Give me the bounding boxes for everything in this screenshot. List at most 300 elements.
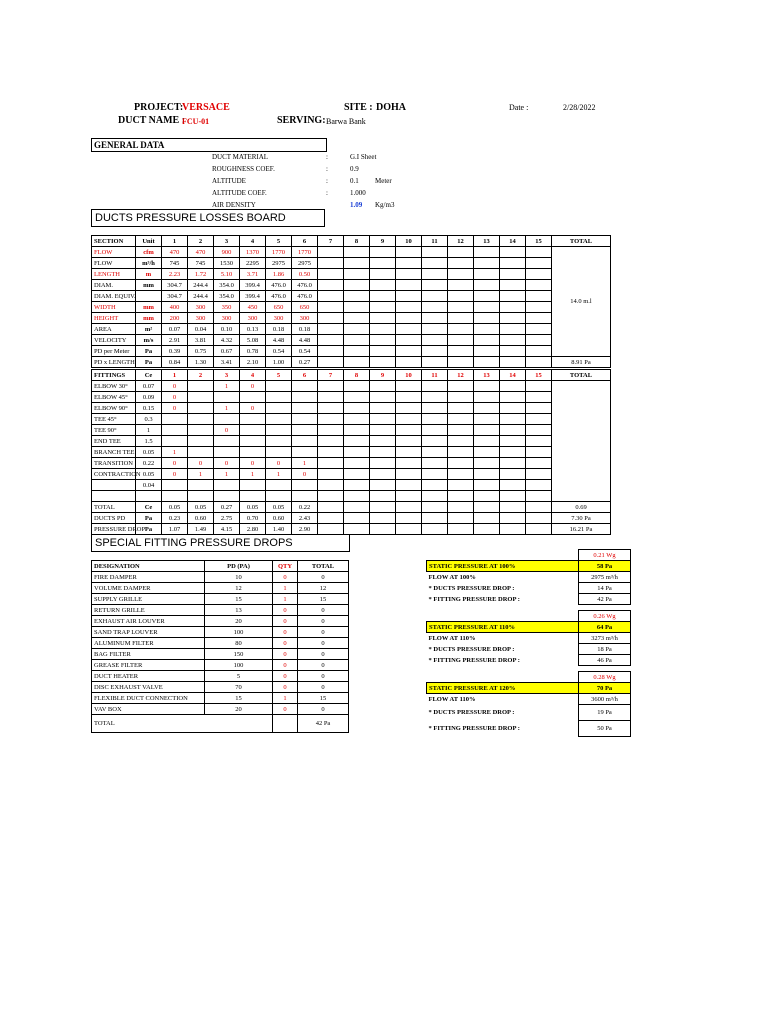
fitting-total-cell: 2.80 [240,524,266,535]
fitting-cell [188,425,214,436]
fitting-cell [500,458,526,469]
board-cell: 300 [266,313,292,324]
fittings-header-cell: 1 [162,370,188,381]
special-pd: 100 [205,627,273,638]
fitting-cell [188,447,214,458]
board-cell [370,258,396,269]
board-header-cell: 15 [526,236,552,247]
fittings-header-cell: 6 [292,370,318,381]
special-designation: GREASE FILTER [92,660,205,671]
fitting-cell [188,414,214,425]
fitting-cell [266,414,292,425]
fitting-cell [422,458,448,469]
fitting-cell [292,381,318,392]
board-header-cell: 14 [500,236,526,247]
board-cell: 2.23 [162,269,188,280]
fitting-cell [292,392,318,403]
fitting-total-cell [500,502,526,513]
fitting-cell [526,403,552,414]
special-qty: 0 [273,660,298,671]
wg-value: 0.26 Wg [579,611,631,622]
special-designation: VOLUME DAMPER [92,583,205,594]
static-pressure-value: 70 Pa [579,683,631,694]
board-cell: 1.72 [188,269,214,280]
fitting-cell [422,403,448,414]
special-qty: 0 [273,671,298,682]
special-fittings-table [91,560,349,733]
fitting-cell: 1 [188,469,214,480]
board-row-label: AREA [92,324,136,335]
fitting-cell [448,425,474,436]
fitting-cell [422,381,448,392]
board-cell: 2975 [266,258,292,269]
spacer-cell [188,491,214,502]
fitting-total-cell [370,513,396,524]
fitting-cell [318,414,344,425]
fitting-cell [526,381,552,392]
fitting-cell: 1 [214,469,240,480]
board-title: DUCTS PRESSURE LOSSES BOARD [91,209,325,227]
board-cell [448,291,474,302]
fitting-pd-value: 50 Pa [579,721,631,737]
fitting-label [92,480,136,491]
fitting-cell [292,414,318,425]
fitting-cell: 0 [162,403,188,414]
board-cell [422,346,448,357]
fittings-header-cell: 13 [474,370,500,381]
general-value: 0.9 [350,165,359,173]
fitting-total-cell [318,524,344,535]
fitting-label: ELBOW 45° [92,392,136,403]
board-header-cell: 9 [370,236,396,247]
fitting-label: TEE 90° [92,425,136,436]
spacer-cell [240,491,266,502]
board-cell [422,313,448,324]
flow-value: 3273 m³/h [579,633,631,644]
fittings-header-cell: 10 [396,370,422,381]
special-total: 0 [298,671,349,682]
special-total: 0 [298,605,349,616]
board-cell [448,324,474,335]
fitting-total-cell [370,502,396,513]
fitting-cell: 0 [240,403,266,414]
board-cell: 745 [162,258,188,269]
static-pressure-table [426,549,631,605]
fitting-cell [318,403,344,414]
spacer-cell [474,491,500,502]
spacer-cell [526,491,552,502]
fitting-cell [448,480,474,491]
board-cell [370,346,396,357]
special-pd: 70 [205,682,273,693]
special-total: 0 [298,649,349,660]
general-colon: : [326,177,328,185]
board-cell [396,280,422,291]
fitting-cell [526,414,552,425]
board-cell [396,258,422,269]
fittings-header-cell: 15 [526,370,552,381]
special-pd: 10 [205,572,273,583]
board-cell [500,313,526,324]
special-qty: 1 [273,594,298,605]
fitting-cell [448,458,474,469]
fitting-cell [188,480,214,491]
board-cell: 2.91 [162,335,188,346]
board-cell: 470 [162,247,188,258]
general-colon: : [326,189,328,197]
special-header-cell: DESIGNATION [92,561,205,572]
fitting-cell [396,469,422,480]
static-pressure-label: STATIC PRESSURE AT 120% [427,683,579,694]
board-cell: 300 [240,313,266,324]
fitting-total-cell [396,513,422,524]
spacer-cell [422,491,448,502]
board-cell: 4.32 [214,335,240,346]
board-cell [474,269,500,280]
board-cell [526,357,552,368]
fittings-header-cell: 12 [448,370,474,381]
board-cell [526,280,552,291]
board-cell: 244.4 [188,291,214,302]
fitting-total-cell: 0.05 [162,502,188,513]
fitting-total-cell: 0.05 [240,502,266,513]
fitting-cell [344,480,370,491]
fitting-cell [162,436,188,447]
fitting-total-cell: 0.27 [214,502,240,513]
special-pd: 13 [205,605,273,616]
duct-name-label: DUCT NAME : [118,115,186,126]
fitting-cell [292,436,318,447]
board-row-unit: mm [136,280,162,291]
board-cell: 300 [188,302,214,313]
board-cell [422,335,448,346]
board-cell: 0.10 [214,324,240,335]
board-header-cell: 3 [214,236,240,247]
fitting-cell [474,403,500,414]
fitting-ce: 0.04 [136,480,162,491]
board-cell: 3.41 [214,357,240,368]
fitting-cell [318,480,344,491]
fitting-cell: 1 [162,447,188,458]
fitting-cell [500,403,526,414]
board-cell [474,313,500,324]
fitting-cell [474,414,500,425]
board-cell: 0.54 [266,346,292,357]
board-cell: 476.0 [266,291,292,302]
special-total: 0 [298,638,349,649]
board-cell: 399.4 [240,280,266,291]
general-label: ROUGHNESS COEF. [212,165,275,173]
board-cell [474,346,500,357]
special-total: 0 [298,616,349,627]
fittings-header-cell: 14 [500,370,526,381]
special-qty: 0 [273,704,298,715]
fitting-cell [500,436,526,447]
fitting-total-cell: 1.07 [162,524,188,535]
special-qty: 0 [273,572,298,583]
board-cell [526,269,552,280]
board-cell [344,291,370,302]
board-row-unit: Pa [136,357,162,368]
fitting-cell [396,392,422,403]
static-pressure-label: STATIC PRESSURE AT 110% [427,622,579,633]
board-cell [370,302,396,313]
fitting-total-cell [448,502,474,513]
special-total: 15 [298,594,349,605]
board-row-label: VELOCITY [92,335,136,346]
fittings-header-cell: 4 [240,370,266,381]
board-cell [422,357,448,368]
board-cell [318,302,344,313]
general-unit: Meter [375,177,392,185]
special-qty: 1 [273,583,298,594]
fitting-cell [500,480,526,491]
board-header-cell: 10 [396,236,422,247]
spacer-cell [136,491,162,502]
board-cell [500,335,526,346]
special-designation: ALUMINUM FILTER [92,638,205,649]
fitting-cell [422,469,448,480]
fitting-cell [266,425,292,436]
fitting-cell [448,381,474,392]
special-total: 0 [298,704,349,715]
board-cell [344,247,370,258]
fitting-cell [188,392,214,403]
special-qty: 0 [273,682,298,693]
fitting-label: TRANSITION [92,458,136,469]
fitting-cell [526,458,552,469]
fitting-total-cell [474,502,500,513]
board-cell [474,335,500,346]
fitting-cell: 1 [214,403,240,414]
board-cell: 476.0 [292,291,318,302]
board-cell: 0.13 [240,324,266,335]
fitting-total-cell: 2.43 [292,513,318,524]
fitting-cell [344,392,370,403]
board-header-cell: 8 [344,236,370,247]
board-row-unit: Pa [136,346,162,357]
fitting-cell [344,436,370,447]
board-cell: 0.67 [214,346,240,357]
board-cell [448,357,474,368]
board-cell [396,324,422,335]
special-qty: 0 [273,649,298,660]
board-cell: 354.0 [214,280,240,291]
board-cell [318,247,344,258]
fitting-total-cell [474,524,500,535]
general-colon: : [326,165,328,173]
fitting-cell [214,447,240,458]
fitting-total-cell: 0.23 [162,513,188,524]
fitting-cell [318,469,344,480]
board-cell: 0.27 [292,357,318,368]
fittings-header-cell: Ce [136,370,162,381]
board-cell [422,258,448,269]
fitting-cell [500,447,526,458]
board-cell [474,302,500,313]
fitting-cell [214,480,240,491]
fitting-grand-total: 7.30 Pa [552,513,611,524]
blank-cell [427,611,579,622]
board-header-cell: 5 [266,236,292,247]
special-qty: 0 [273,627,298,638]
fitting-cell [292,480,318,491]
fitting-cell [370,381,396,392]
board-cell [370,324,396,335]
special-header-cell: TOTAL [298,561,349,572]
board-cell [474,357,500,368]
special-header-cell: QTY [273,561,298,572]
fitting-total-cell [500,513,526,524]
board-cell [448,280,474,291]
board-cell [474,291,500,302]
special-header-cell: PD (PA) [205,561,273,572]
fitting-cell [526,447,552,458]
board-row-label: FLOW [92,258,136,269]
fitting-cell [266,436,292,447]
fitting-total-unit: Ce [136,502,162,513]
fitting-total-cell: 1.49 [188,524,214,535]
board-cell: 304.7 [162,280,188,291]
wg-value: 0.28 Wg [579,672,631,683]
special-total: 12 [298,583,349,594]
board-cell [474,247,500,258]
fitting-cell [396,425,422,436]
fitting-ce: 0.22 [136,458,162,469]
board-cell: 0.75 [188,346,214,357]
board-cell: 2975 [292,258,318,269]
fitting-cell [292,447,318,458]
fitting-cell [318,436,344,447]
board-cell [318,346,344,357]
fitting-cell [500,469,526,480]
fitting-total-cell: 1.40 [266,524,292,535]
board-cell: 2295 [240,258,266,269]
fitting-cell [396,381,422,392]
general-value: 0.1 [350,177,359,185]
board-cell [370,313,396,324]
general-value: 1.09 [350,201,363,209]
fitting-grand-total: 0.69 [552,502,611,513]
fitting-cell [474,392,500,403]
fitting-cell: 1 [214,381,240,392]
fitting-cell [370,414,396,425]
fitting-cell: 0 [162,469,188,480]
spacer-cell [266,491,292,502]
ducts-pd-value: 14 Pa [579,583,631,594]
special-pd: 150 [205,649,273,660]
fitting-cell [266,381,292,392]
board-cell: 900 [214,247,240,258]
fittings-header-cell: TOTAL [552,370,611,381]
fitting-ce: 1.5 [136,436,162,447]
fitting-cell [396,458,422,469]
fitting-total-cell: 2.75 [214,513,240,524]
fitting-cell [526,392,552,403]
general-value: G.I Sheet [350,153,377,161]
fitting-cell [370,436,396,447]
fittings-table [91,369,611,535]
fitting-cell: 1 [266,469,292,480]
fitting-cell [344,425,370,436]
fitting-total-cell: 0.05 [266,502,292,513]
board-cell [318,291,344,302]
board-cell: 2.10 [240,357,266,368]
fitting-cell [448,414,474,425]
fitting-total-cell: 0.05 [188,502,214,513]
fitting-cell [448,436,474,447]
board-cell: 5.10 [214,269,240,280]
ducts-pd-value: 19 Pa [579,705,631,721]
date-value: 2/28/2022 [563,103,596,112]
board-cell: 0.18 [266,324,292,335]
fitting-cell [318,458,344,469]
special-qty: 0 [273,605,298,616]
special-qty: 1 [273,693,298,704]
fitting-cell [266,403,292,414]
board-cell: 745 [188,258,214,269]
board-cell [370,280,396,291]
spacer-cell [214,491,240,502]
fitting-total-cell [526,513,552,524]
fitting-label: ELBOW 90° [92,403,136,414]
spacer-cell [92,491,136,502]
board-row-unit: mm [136,313,162,324]
fitting-cell [422,480,448,491]
board-cell [422,302,448,313]
fitting-cell [526,469,552,480]
fitting-cell [396,436,422,447]
board-cell [422,269,448,280]
board-header-cell: 7 [318,236,344,247]
fitting-total-label: TOTAL [92,502,136,513]
pressure-losses-table [91,235,611,368]
fitting-cell [162,425,188,436]
board-row-label: WIDTH [92,302,136,313]
fitting-label: ELBOW 30° [92,381,136,392]
board-cell [318,335,344,346]
blank-cell [427,672,579,683]
fitting-total-label: PRESSURE DROP [92,524,136,535]
board-cell: 4.48 [266,335,292,346]
fitting-cell [188,403,214,414]
fitting-cell [396,447,422,458]
general-value: 1.000 [350,189,366,197]
board-cell [448,313,474,324]
board-cell: 350 [214,302,240,313]
board-cell [422,291,448,302]
fitting-total-cell [500,524,526,535]
wg-value: 0.21 Wg [579,550,631,561]
board-cell [500,346,526,357]
board-cell [448,302,474,313]
board-row-label: DIAM. EQUIV. [92,291,136,302]
fitting-cell [344,447,370,458]
spacer-cell [292,491,318,502]
board-cell: 300 [214,313,240,324]
board-cell: 399.4 [240,291,266,302]
fitting-cell [396,414,422,425]
fitting-total-cell [526,524,552,535]
fitting-cell [292,425,318,436]
board-cell [526,346,552,357]
fittings-header-cell: 5 [266,370,292,381]
special-designation: FIRE DAMPER [92,572,205,583]
fitting-total-cell [396,524,422,535]
fitting-cell [240,436,266,447]
static-pressure-value: 64 Pa [579,622,631,633]
board-cell: 0.54 [292,346,318,357]
